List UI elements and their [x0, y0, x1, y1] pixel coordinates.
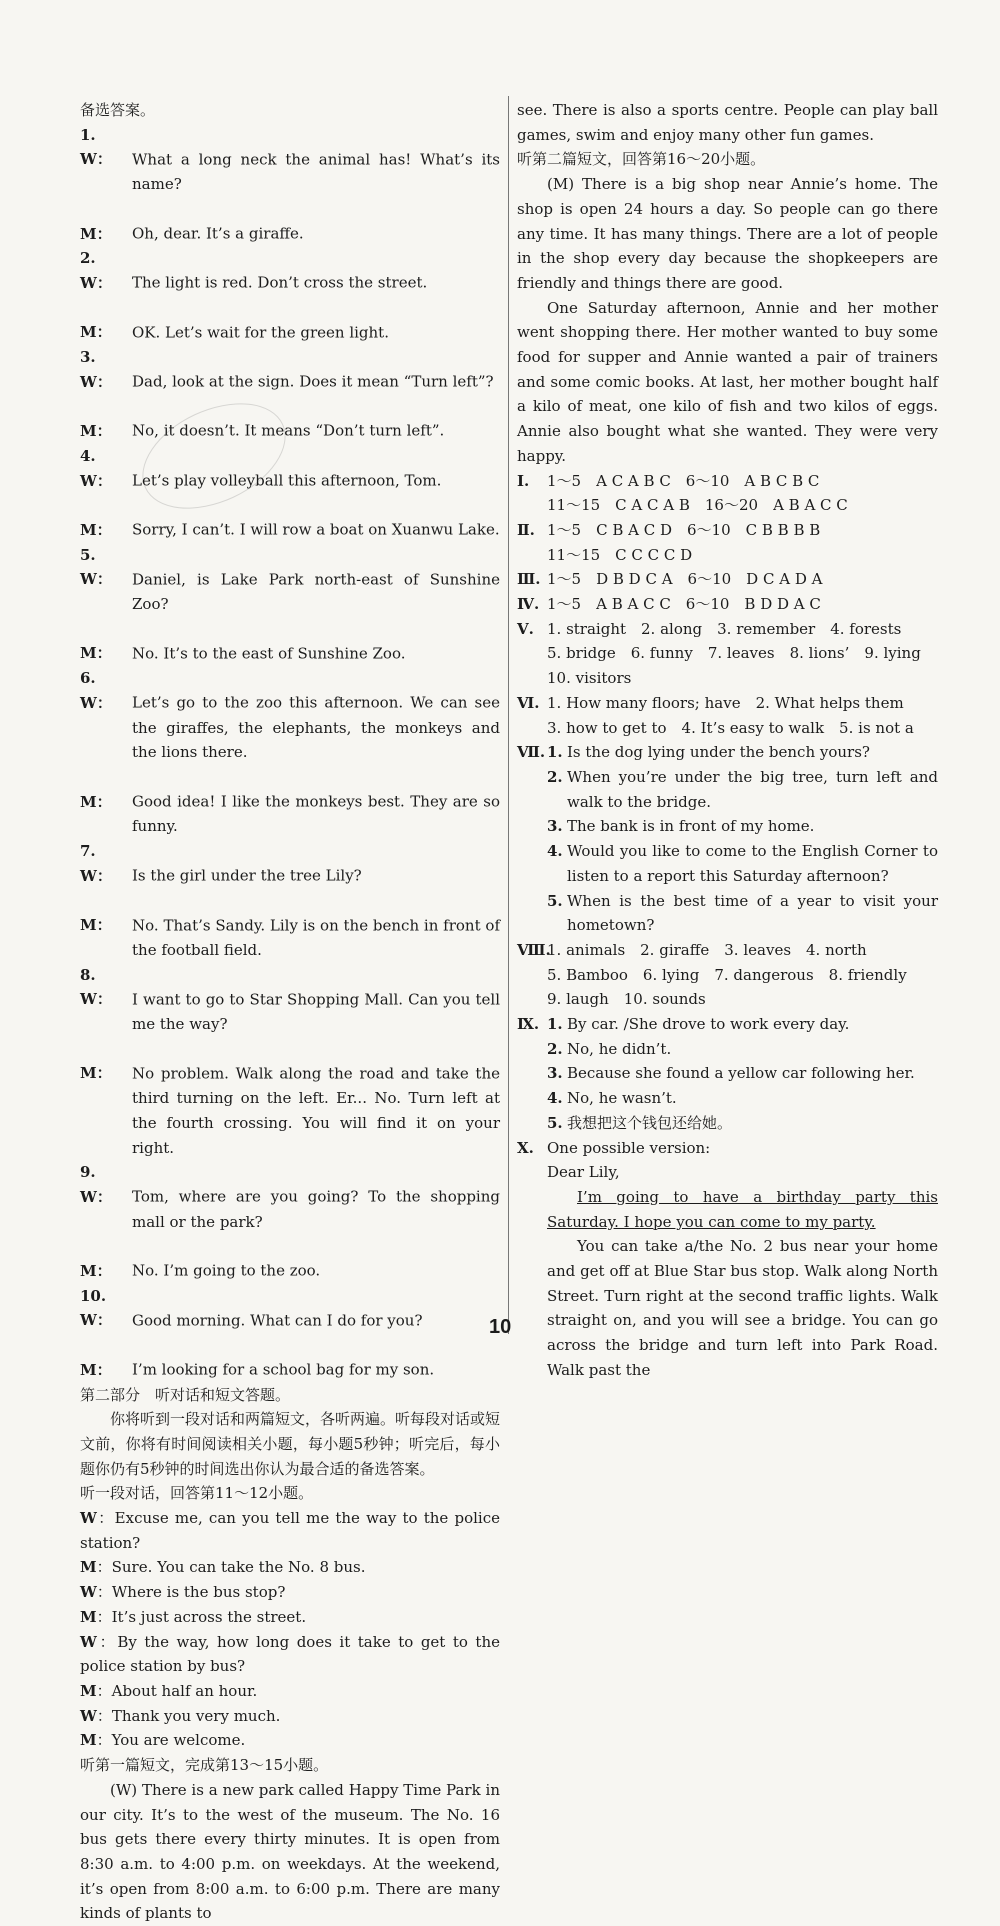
writing-heading [517, 1136, 938, 1161]
speaker: W [80, 693, 97, 712]
item-text: Because she found a yellow car following her. [567, 1064, 915, 1083]
section-numeral: Ⅳ. [517, 595, 540, 614]
item-number: 3. [80, 348, 96, 367]
answer-body [547, 1012, 938, 1037]
item-number: 4. [80, 446, 96, 465]
conversation-text: You are welcome. [111, 1731, 246, 1750]
right-column [517, 98, 938, 1383]
answer-line [517, 641, 938, 666]
dialogue-line [80, 394, 500, 443]
item-number: 4. [547, 842, 563, 861]
speaker: M [80, 520, 97, 539]
conversation-line: W：Excuse me, can you tell me the way to the police station? [80, 1509, 500, 1552]
speaker: M [80, 792, 97, 811]
letter-paragraph [517, 1185, 938, 1234]
speaker-label: 6.W： [80, 666, 132, 715]
dialogue-text: Good idea! I like the monkeys best. They are so funny. [132, 792, 500, 836]
answer-body [547, 814, 938, 839]
answer-line [517, 543, 938, 568]
conversation-line: W：By the way, how long does it take to get to the police station by bus? [80, 1632, 500, 1676]
answer-line [517, 716, 938, 741]
speaker-label: M： [80, 520, 112, 539]
speaker: W [80, 1583, 97, 1602]
answer-body [547, 889, 938, 938]
item-number: 1. [547, 743, 563, 762]
item-number: 5. [80, 545, 96, 564]
section-numeral [517, 641, 547, 666]
conversation-line: W：Thank you very much. [80, 1706, 281, 1725]
answer-item [517, 1061, 938, 1086]
column-divider [508, 96, 509, 1334]
answer-item [517, 1012, 938, 1037]
speaker-label: M： [80, 323, 112, 342]
speaker: W [80, 372, 97, 391]
conversation-line: W：Where is the bus stop? [80, 1583, 286, 1602]
answer-line [517, 987, 938, 1012]
answer-text: 10. visitors [547, 669, 632, 688]
answer-item [517, 1111, 938, 1136]
item-text: By car. /She drove to work every day. [567, 1015, 850, 1034]
page-number: 10 [489, 1316, 512, 1338]
item-text: The bank is in front of my home. [567, 817, 815, 836]
part2-intro: 你将听到一段对话和两篇短文，各听两遍。听每段对话或短文前，你将有时间阅读相关小题，每小题5秒钟；听完后，每小题你仍有5秒钟的时间选出你认为最合适的备选答案。 [80, 1410, 501, 1478]
speaker: W [80, 273, 97, 292]
answer-text: 11～15 C C C C D [547, 545, 693, 564]
conversation-line: M：Sure. You can take the No. 8 bus. [80, 1558, 366, 1577]
conversation-text: Excuse me, can you tell me the way to the police station? [80, 1509, 500, 1552]
dialogue-line [80, 1333, 500, 1382]
conversation-text: About half an hour. [111, 1682, 258, 1700]
dialogue-line [80, 197, 500, 246]
section-numeral: Ⅴ. [517, 619, 534, 638]
dialogue-text: Is the girl under the tree Lily? [132, 866, 362, 885]
answer-line [517, 963, 938, 988]
item-number: 9. [80, 1163, 96, 1182]
speaker: W [80, 1632, 97, 1651]
section-numeral [517, 1086, 547, 1111]
dialogue-text: No, it doesn’t. It means “Don’t turn left”. [132, 422, 445, 441]
dialogue-text: I’m looking for a school bag for my son. [132, 1360, 435, 1379]
answer-line [517, 691, 938, 716]
dialogue-text: Daniel, is Lake Park north-east of Sunshine Zoo? [132, 570, 500, 614]
speaker-label: M： [80, 224, 112, 243]
letter-text: I’m going to have a birthday party this Saturday. I hope you can come to my party. [547, 1187, 938, 1231]
intro-tail: 备选答案。 [80, 101, 156, 119]
section-numeral [517, 987, 547, 1012]
speaker: W [80, 990, 97, 1009]
answer-item [517, 839, 938, 888]
section-numeral [517, 716, 547, 741]
speaker-label: M： [80, 1360, 112, 1379]
answer-body [547, 839, 938, 888]
section-numeral [517, 839, 547, 888]
section-numeral [517, 666, 547, 691]
speaker: M [80, 1064, 97, 1083]
dialogue-text: No problem. Walk along the road and take the third turning on the left. Er... No. Turn left at the fourth crossing. You will find it on your right. [132, 1064, 500, 1157]
answer-line [517, 567, 938, 592]
dialogue-line [80, 1037, 500, 1161]
speaker: M [80, 1360, 97, 1379]
item-number: 10. [80, 1286, 107, 1305]
answer-item [517, 889, 938, 938]
speaker: W [80, 471, 97, 490]
answer-text: 1～5 D B D C A 6～10 D C A D A [547, 570, 823, 589]
dialogue-line [80, 543, 500, 617]
dialogue-text: What a long neck the animal has! What’s its name? [132, 150, 500, 194]
answer-body [547, 1086, 938, 1111]
dialogue-line [80, 1160, 500, 1234]
section-numeral: Ⅷ. [517, 940, 551, 959]
conversation-line: M：You are welcome. [80, 1731, 246, 1750]
section-numeral: Ⅵ. [517, 693, 540, 712]
speaker-label: 10.W： [80, 1284, 132, 1333]
left-column [80, 98, 500, 1926]
dialogue-line [80, 1234, 500, 1283]
answer-line [517, 493, 938, 518]
conversation-line: M：It’s just across the street. [80, 1607, 307, 1626]
dialogue-text: OK. Let’s wait for the green light. [132, 323, 389, 342]
answer-item [517, 765, 938, 814]
dialogue-text: Let’s go to the zoo this afternoon. We can see the giraffes, the elephants, the monkeys and the lions there. [132, 693, 500, 762]
section-numeral [517, 1111, 547, 1136]
speaker-label: 5.W： [80, 543, 132, 592]
item-text: When you’re under the big tree, turn left and walk to the bridge. [567, 767, 938, 811]
speaker: M [80, 1682, 97, 1700]
speaker-label: 2.W： [80, 246, 132, 295]
item-number: 1. [547, 1015, 563, 1034]
conversation-text: Sure. You can take the No. 8 bus. [111, 1558, 366, 1577]
speaker: W [80, 1187, 97, 1206]
section-numeral [517, 963, 547, 988]
dialogue-text: No. I’m going to the zoo. [132, 1262, 321, 1281]
dialogue-line [80, 246, 500, 295]
answer-body [547, 1111, 938, 1136]
answer-body [547, 1061, 938, 1086]
item-number: 7. [80, 842, 96, 861]
conversation-text: By the way, how long does it take to get to the police station by bus? [80, 1632, 500, 1676]
speaker: W [80, 1509, 97, 1528]
dialogue-text: Good morning. What can I do for you? [132, 1311, 423, 1330]
answer-text: 9. laugh 10. sounds [547, 990, 706, 1009]
speaker-label: 4.W： [80, 444, 132, 493]
answer-item [517, 814, 938, 839]
section-numeral: Ⅸ. [517, 1015, 540, 1034]
section-numeral: Ⅹ. [517, 1138, 534, 1157]
speaker-label: M： [80, 1262, 112, 1281]
dialogue-text: No. It’s to the east of Sunshine Zoo. [132, 644, 406, 663]
dialogue-text: Let’s play volleyball this afternoon, Tom. [132, 471, 442, 490]
section-numeral: Ⅲ. [517, 570, 541, 589]
dialogue-text: Dad, look at the sign. Does it mean “Turn left”? [132, 372, 494, 391]
item-number: 2. [547, 1039, 563, 1058]
answer-line [517, 518, 938, 543]
writing-head-text: One possible version: [547, 1138, 711, 1157]
speaker: W [80, 1706, 97, 1725]
dialogue-line [80, 666, 500, 765]
speaker: W [80, 1311, 97, 1330]
answer-line [517, 469, 938, 494]
speaker-label: 1.W： [80, 123, 132, 172]
passage2-heading: 听第二篇短文，回答第16～20小题。 [517, 150, 766, 169]
item-number: 1. [80, 125, 96, 144]
section-numeral [517, 493, 547, 518]
answer-text: 1～5 A C A B C 6～10 A B C B C [547, 471, 820, 490]
dialogue-line [80, 1284, 500, 1333]
dialogue-line [80, 963, 500, 1037]
section-numeral [517, 1061, 547, 1086]
answer-text: 1. animals 2. giraffe 3. leaves 4. north [547, 940, 867, 959]
speaker: M [80, 1607, 97, 1626]
item-number: 5. [547, 891, 563, 910]
section-numeral: Ⅰ. [517, 471, 530, 490]
section-numeral [517, 1037, 547, 1062]
section-numeral: Ⅱ. [517, 520, 535, 539]
item-text: 我想把这个钱包还给她。 [567, 1113, 733, 1132]
dialogue-heading: 听一段对话，回答第11～12小题。 [80, 1484, 314, 1503]
section-numeral: Ⅶ. [517, 743, 546, 762]
item-number: 4. [547, 1089, 563, 1108]
part2-title: 第二部分 听对话和短文答题。 [80, 1385, 291, 1404]
answer-text: 1. How many floors; have 2. What helps them [547, 693, 904, 712]
answer-line [517, 666, 938, 691]
dialogue-text: No. That’s Sandy. Lily is on the bench in front of the football field. [132, 916, 500, 959]
answer-body [547, 740, 938, 765]
answer-text: 5. Bamboo 6. lying 7. dangerous 8. friendly [547, 965, 907, 984]
letter-salutation: Dear Lily, [547, 1163, 620, 1182]
speaker-label: M： [80, 422, 112, 441]
passage1-heading: 听第一篇短文，完成第13～15小题。 [80, 1756, 329, 1775]
item-text: When is the best time of a year to visit your hometown? [567, 891, 938, 935]
speaker: M [80, 916, 97, 935]
speaker: M [80, 224, 97, 243]
speaker: M [80, 422, 97, 441]
dialogue-line [80, 444, 500, 493]
speaker: M [80, 644, 97, 663]
conversation-text: Thank you very much. [111, 1706, 281, 1725]
speaker-label: M： [80, 1064, 112, 1083]
speaker: W [80, 866, 97, 885]
item-text: Would you like to come to the English Corner to listen to a report this Saturday afternoon? [567, 842, 938, 885]
dialogue-text: The light is red. Don’t cross the street. [132, 273, 428, 292]
dialogue-text: Tom, where are you going? To the shopping mall or the park? [132, 1187, 500, 1231]
dialogue-line [80, 493, 500, 542]
section-numeral [517, 814, 547, 839]
item-text: No, he wasn’t. [567, 1089, 677, 1108]
answer-text: 1. straight 2. along 3. remember 4. forests [547, 619, 902, 638]
dialogue-text: Sorry, I can’t. I will row a boat on Xuanwu Lake. [132, 520, 500, 539]
answer-body [547, 765, 938, 814]
answer-text: 5. bridge 6. funny 7. leaves 8. lions’ 9. lying [547, 644, 921, 663]
conversation-text: Where is the bus stop? [111, 1583, 286, 1602]
answer-text: 3. how to get to 4. It’s easy to walk 5. is not a [547, 718, 914, 737]
speaker: W [80, 150, 97, 169]
answer-item [517, 1086, 938, 1111]
passage1-text: (W) There is a new park called Happy Time Park in our city. It’s to the west of the museum. The No. 16 bus gets there every thirty minutes. It is open from 8:30 a.m. to 4:00 p.m. on weekdays. At the weekend, it’s open from 8:00 a.m. to 6:00 p.m. There are many kinds of plants to [80, 1780, 500, 1923]
item-number: 2. [547, 767, 563, 786]
answer-line [517, 592, 938, 617]
passage1-continued: see. There is also a sports centre. People can play ball games, swim and enjoy many other fun games. [517, 101, 938, 144]
answer-text: 1～5 A B A C C 6～10 B D D A C [547, 595, 821, 614]
dialogue-line [80, 765, 500, 839]
dialogue-line [80, 889, 500, 963]
speaker: M [80, 1262, 97, 1281]
item-number: 3. [547, 817, 563, 836]
dialogue-line [80, 345, 500, 394]
answer-line [517, 938, 938, 963]
section-numeral [517, 543, 547, 568]
speaker: M [80, 1558, 97, 1577]
dialogue-line [80, 617, 500, 666]
letter-paragraph: You can take a/the No. 2 bus near your home and get off at Blue Star bus stop. Walk along North Street. Turn right at the second traffic lights. Walk straight on, and you will see a bridge. You can go across the bridge and turn left into Park Road. Walk past the [547, 1237, 938, 1379]
item-text: No, he didn’t. [567, 1039, 672, 1058]
section-numeral [517, 765, 547, 814]
conversation-line: M：About half an hour. [80, 1682, 258, 1700]
dialogue-line [80, 123, 500, 197]
speaker: M [80, 1731, 97, 1750]
speaker-label: 8.W： [80, 963, 132, 1012]
speaker: W [80, 570, 97, 589]
speaker-label: 3.W： [80, 345, 132, 394]
dialogue-text: Oh, dear. It’s a giraffe. [132, 224, 304, 243]
dialogue-text: I want to go to Star Shopping Mall. Can you tell me the way? [132, 990, 500, 1034]
speaker-label: M： [80, 916, 112, 935]
speaker-label: M： [80, 792, 112, 811]
passage2-paragraph: (M) There is a big shop near Annie’s home. The shop is open 24 hours a day. So people can go there any time. It has many things. There are a lot of people in the shop every day because the shopkeepers are friendly and things there are good. [517, 175, 938, 292]
conversation-text: It’s just across the street. [111, 1607, 307, 1626]
item-number: 3. [547, 1064, 563, 1083]
answer-line [517, 617, 938, 642]
item-text: Is the dog lying under the bench yours? [567, 743, 870, 762]
answer-body [547, 1037, 938, 1062]
answer-text: 11～15 C A C A B 16～20 A B A C C [547, 496, 848, 515]
speaker-label: 9.W： [80, 1160, 132, 1209]
answer-item [517, 740, 938, 765]
section-numeral [517, 889, 547, 938]
dialogue-line [80, 839, 500, 888]
item-number: 5. [547, 1113, 563, 1132]
item-number: 8. [80, 965, 96, 984]
answer-item [517, 1037, 938, 1062]
passage2-paragraph: One Saturday afternoon, Annie and her mother went shopping there. Her mother wanted to buy some food for supper and Annie wanted a pair of trainers and some comic books. At last, her mother bought half a kilo of meat, one kilo of fish and two kilos of eggs. Annie also bought what she wanted. They were very happy. [517, 298, 938, 465]
speaker-label: M： [80, 644, 112, 663]
speaker: M [80, 323, 97, 342]
item-number: 2. [80, 249, 96, 268]
answer-text: 1～5 C B A C D 6～10 C B B B B [547, 520, 821, 539]
dialogue-line [80, 296, 500, 345]
item-number: 6. [80, 669, 96, 688]
speaker-label: 7.W： [80, 839, 132, 888]
